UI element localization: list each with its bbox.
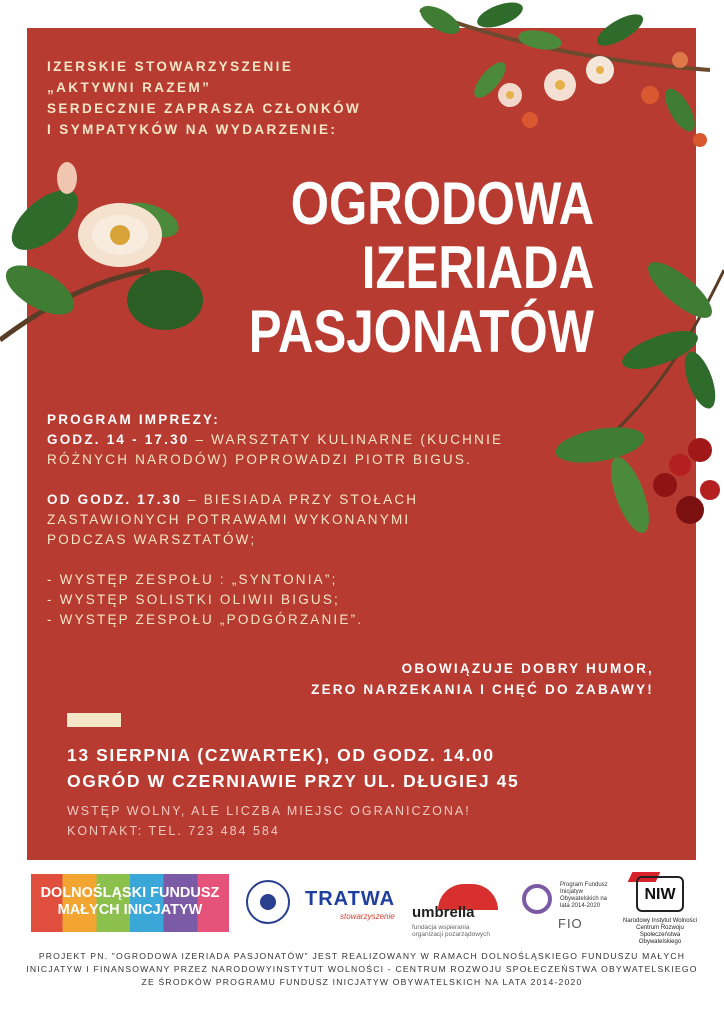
program-item-text: – BIESIADA PRZY STOŁACH (182, 492, 419, 507)
fio-text: Program Fundusz Inicjatyw Obywatelskich na lata 2014-2020 (560, 882, 608, 909)
performance-item: - WYSTĘP ZESPOŁU : „SYNTONIA”; (47, 572, 338, 587)
accent-bar (67, 713, 121, 727)
program-item-line: PODCZAS WARSZTATÓW; (47, 532, 257, 547)
dfmi-logo (31, 874, 229, 932)
performance-item: - WYSTĘP SOLISTKI OLIWII BIGUS; (47, 592, 340, 607)
dfmi-line: DOLNOŚLĄSKI FUNDUSZ (40, 885, 220, 901)
tratwa-subtitle: stowarzyszenie (340, 912, 395, 921)
entry-line: WSTĘP WOLNY, ALE LICZBA MIEJSC OGRANICZONA! (67, 804, 471, 818)
location-line: OGRÓD W CZERNIAWIE PRZY UL. DŁUGIEJ 45 (67, 771, 520, 791)
event-title (249, 172, 594, 364)
footer-note: PROJEKT PN. "OGRODOWA IZERIADA PASJONATÓW" JEST REALIZOWANY W RAMACH DOLNOŚLĄSKIEGO FUNDUSZU MAŁYCH INICJATYW I FINANSOWANY PRZEZ NARODOWYINSTYTUT WOLNOŚCI - CENTRUM ROZWOJU SPOŁECZEŃSTWA OBYWATELSKIEGO ZE ŚRODKÓW PROGRAMU FUNDUSZ INICJATYW OBYWATELSKICH NA LATA 2014-2020 (26, 951, 698, 987)
humor-note (311, 658, 654, 700)
intro-line: IZERSKIE STOWARZYSZENIE (47, 59, 294, 74)
contact-line: KONTAKT: TEL. 723 484 584 (67, 824, 280, 838)
tratwa-logo: TRATWA (305, 888, 396, 910)
humor-line: OBOWIĄZUJE DOBRY HUMOR, (401, 661, 654, 676)
program-item-time: OD GODZ. 17.30 (47, 492, 183, 507)
federation-seal-icon (246, 880, 290, 924)
program-item-2 (47, 490, 503, 510)
program-item-line: RÓŻNYCH NARODÓW) POPROWADZI PIOTR BIGUS. (47, 452, 473, 467)
entry-info (67, 801, 471, 841)
umbrella-subtitle: fundacja wspierania organizacji pozarządowych (412, 924, 491, 938)
program-item-time: GODZ. 14 - 17.30 (47, 432, 190, 447)
intro-line: I SYMPATYKÓW NA WYDARZENIE: (47, 122, 338, 137)
date-location (67, 742, 519, 794)
intro-line: SERDECZNIE ZAPRASZA CZŁONKÓW (47, 101, 362, 116)
niw-logo (620, 872, 700, 945)
humor-line: ZERO NARZEKANIA I CHĘĆ DO ZABAWY! (311, 682, 654, 697)
fio-label: FIO (558, 916, 583, 931)
intro-text (47, 56, 361, 140)
title-line: PASJONATÓW (248, 298, 594, 365)
program-section (47, 410, 503, 630)
program-item-1 (47, 430, 503, 450)
title-line: IZERIADA (361, 234, 594, 301)
title-line: OGRODOWA (290, 170, 594, 237)
dfmi-line: MAŁYCH INICJATYW (57, 902, 203, 918)
lightbulb-icon (522, 884, 552, 914)
fio-logo (520, 880, 620, 940)
program-item-line: ZASTAWIONYCH POTRAWAMI WYKONANYMI (47, 512, 411, 527)
niw-label: NIW (636, 876, 684, 912)
intro-line: „AKTYWNI RAZEM” (47, 80, 212, 95)
program-heading: PROGRAM IMPREZY: (47, 412, 220, 427)
date-line: 13 SIERPNIA (CZWARTEK), OD GODZ. 14.00 (67, 745, 495, 765)
umbrella-logo (410, 884, 500, 938)
sponsor-logos (0, 866, 724, 946)
niw-text: Narodowy Instytut Wolności Centrum Rozwoju Społeczeństwa Obywatelskiego (623, 918, 697, 945)
program-item-text: – WARSZTATY KULINARNE (KUCHNIE (189, 432, 504, 447)
umbrella-name: umbrella (412, 904, 475, 921)
performance-item: - WYSTĘP ZESPOŁU „PODGÓRZANIE”. (47, 612, 364, 627)
